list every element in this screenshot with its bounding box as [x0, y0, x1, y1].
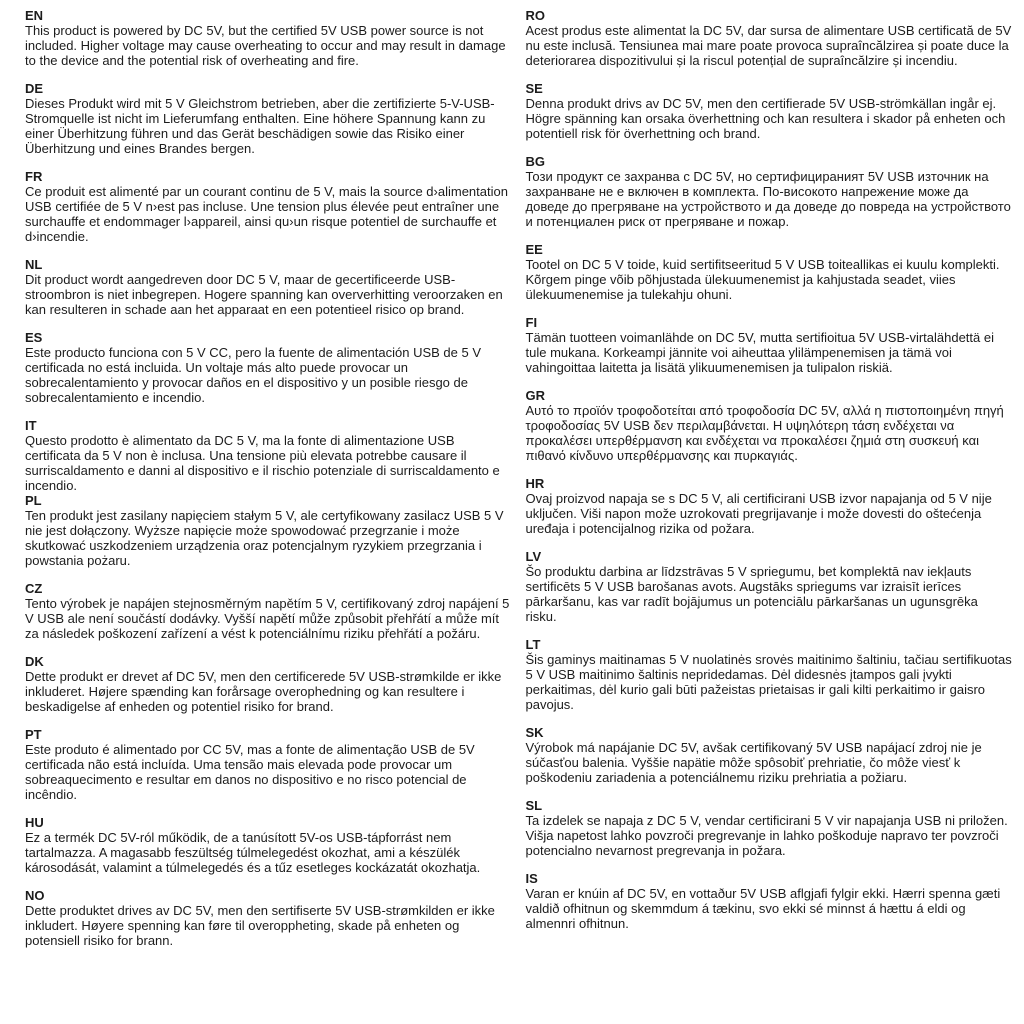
language-section-se [526, 81, 1013, 141]
language-code-label: NL [25, 257, 43, 272]
warning-text: Ten produkt jest zasilany napięciem stałym 5 V, ale certyfikowany zasilacz USB 5 V nie jest dołączony. Wyższe napięcie może spowodować przegrzanie i może skutkować uszkodzeniem urządzenia oraz potencjalnym ryzykiem przegrzania i powstania pożaru. [25, 508, 504, 568]
warning-text: Acest produs este alimentat la DC 5V, dar sursa de alimentare USB certificată de 5V nu este inclusă. Tensiunea mai mare poate provoca supraîncălzirea și poate duce la deteriorarea dispozitivului și la riscul potențial de supraîncălzire și incendiu. [525, 23, 1012, 68]
language-section-ee [526, 242, 1013, 302]
warning-text: Този продукт се захранва с DC 5V, но сертифицираният 5V USB източник на захранване не е включен в комплекта. По-високото напрежение може да доведе до прегряване на устройството и да доведе до повреда на устройството и потенциален риск от прегряване и пожар. [525, 169, 1011, 229]
language-code-label: PT [25, 727, 42, 742]
language-code-label: HR [525, 476, 545, 491]
language-section-bg [526, 154, 1013, 229]
left-column [25, 8, 512, 961]
warning-text: Ce produit est alimenté par un courant continu de 5 V, mais la source d›alimentation USB certifiée de 5 V n›est pas incluse. Une tension plus élevée peut entraîner une surchauffe et endommager l›appareil, ainsi qu›un risque potentiel de surchauffe et d›incendie. [25, 184, 508, 244]
language-section-pl [25, 493, 512, 568]
language-section-fr [25, 169, 512, 244]
warning-text: Výrobok má napájanie DC 5V, avšak certifikovaný 5V USB napájací zdroj nie je súčasťou balenia. Vyššie napätie môže spôsobiť prehriatie, čo môže viesť k poškodeniu zariadenia a potenciálnemu riziku prehriatia a požiaru. [525, 740, 982, 785]
warning-text: Este producto funciona con 5 V CC, pero la fuente de alimentación USB de 5 V certificada no está incluida. Un voltaje más alto puede provocar un sobrecalentamiento y provocar daños en el dispositivo y un posible riesgo de sobrecalentamiento e incendio. [25, 345, 481, 405]
warning-text: Tämän tuotteen voimanlähde on DC 5V, mutta sertifioitua 5V USB-virtalähdettä ei tule mukana. Korkeampi jännite voi aiheuttaa ylilämpenemisen ja tämä voi vahingoittaa laitetta ja lisätä ylikuumenemisen ja tulipalon riskiä. [525, 330, 994, 375]
warning-text: Ovaj proizvod napaja se s DC 5 V, ali certificirani USB izvor napajanja od 5 V nije uključen. Viši napon može uzrokovati pregrijavanje i može dovesti do oštećenja uređaja i potencijalnog rizika od požara. [525, 491, 992, 536]
warning-text: Šo produktu darbina ar līdzstrāvas 5 V spriegumu, bet komplektā nav iekļauts sertificēts 5 V USB barošanas avots. Augstāks spriegums var izraisīt ierīces pārkaršanu, kas var radīt bojājumus un potenciālu pārkaršanas un ugunsgrēka risku. [525, 564, 978, 624]
language-code-label: FI [525, 315, 538, 330]
language-code-label: NO [25, 888, 45, 903]
language-section-cz [25, 581, 512, 641]
language-code-label: RO [525, 8, 545, 23]
warning-text: Šis gaminys maitinamas 5 V nuolatinės srovės maitinimo šaltiniu, tačiau sertifikuotas 5 V USB maitinimo šaltinis nepridedamas. Dėl didesnės įtampos gali įvykti perkaitimas, dėl kurio gali būti pažeistas prietaisas ir gali kilti perkaitimo ir gaisro pavojus. [525, 652, 1012, 712]
language-code-label: CZ [25, 581, 43, 596]
language-code-label: ES [25, 330, 43, 345]
warning-text: Αυτό το προϊόν τροφοδοτείται από τροφοδοσία DC 5V, αλλά η πιστοποιημένη πηγή τροφοδοσίας 5V USB δεν περιλαμβάνεται. Η υψηλότερη τάση ενδέχεται να προκαλέσει υπερθέρμανση και ενδέχεται να προκαλέσει ζημιά στη συσκευή και πιθανό κίνδυνο υπερθέρμανσης και πυρκαγιάς. [525, 403, 1004, 463]
language-section-hr [526, 476, 1013, 536]
warning-text: Ez a termék DC 5V-ról működik, de a tanúsított 5V-os USB-tápforrást nem tartalmazza. A magasabb feszültség túlmelegedést okozhat, ami a készülék károsodását, valamint a túlmelegedés és a tűz esetleges kockázatát okozhatja. [25, 830, 481, 875]
warning-text: This product is powered by DC 5V, but the certified 5V USB power source is not included. Higher voltage may cause overheating to occur and may result in damage to the device and the potential risk of overheating and fire. [25, 23, 506, 68]
language-code-label: EE [525, 242, 543, 257]
language-section-it [25, 418, 512, 493]
warning-text: Dette produkt er drevet af DC 5V, men den certificerede 5V USB-strømkilde er ikke inkluderet. Højere spænding kan forårsage overophedning og kan resultere i beskadigelse af enheden og potentiel risiko for brand. [25, 669, 502, 714]
warning-text: Denna produkt drivs av DC 5V, men den certifierade 5V USB-strömkällan ingår ej. Högre spänning kan orsaka överhettning och kan resultera i skador på enheten och potentiell risk för överhettning och brand. [525, 96, 1006, 141]
language-section-hu [25, 815, 512, 875]
language-code-label: SE [525, 81, 543, 96]
language-section-fi [526, 315, 1013, 375]
warning-text: Questo prodotto è alimentato da DC 5 V, ma la fonte di alimentazione USB certificata da 5 V non è inclusa. Una tensione più elevata potrebbe causare il surriscaldamento e danni al dispositivo e il rischio potenziale di surriscaldamento e incendio. [25, 433, 500, 493]
language-section-ro [526, 8, 1013, 68]
language-section-sk [526, 725, 1013, 785]
language-code-label: HU [25, 815, 44, 830]
language-code-label: FR [25, 169, 43, 184]
language-code-label: DE [25, 81, 44, 96]
warning-text: Ta izdelek se napaja z DC 5 V, vendar certificirani 5 V vir napajanja USB ni priložen. Višja napetost lahko povzroči pregrevanje in lahko poškoduje napravo ter povzroči potencialno nevarnost pregrevanja in požara. [525, 813, 1008, 858]
language-section-nl [25, 257, 512, 317]
language-code-label: PL [25, 493, 42, 508]
language-section-gr [526, 388, 1013, 463]
language-code-label: DK [25, 654, 44, 669]
language-section-lt [526, 637, 1013, 712]
language-section-en [25, 8, 512, 68]
warning-text: Dette produktet drives av DC 5V, men den sertifiserte 5V USB-strømkilden er ikke inkludert. Høyere spenning kan føre til overoppheting, skade på enheten og potensiell risiko for brann. [25, 903, 495, 948]
language-section-is [526, 871, 1013, 931]
language-section-sl [526, 798, 1013, 858]
language-section-no [25, 888, 512, 948]
warning-text: Varan er knúin af DC 5V, en vottaður 5V USB aflgjafi fylgir ekki. Hærri spenna gæti valdið ofhitnun og skemmdum á tækinu, svo ekki sé minnst á hættu á eldi og almennri ofhitnun. [525, 886, 1001, 931]
language-code-label: EN [25, 8, 44, 23]
warning-text: Tootel on DC 5 V toide, kuid sertifitseeritud 5 V USB toiteallikas ei kuulu komplekti. Kõrgem pinge võib põhjustada ülekuumenemist ja kahjustada seadet, viies ülekuumenemise ja tulekahju ohuni. [525, 257, 1000, 302]
language-code-label: BG [525, 154, 545, 169]
language-section-pt [25, 727, 512, 802]
language-code-label: LT [525, 637, 541, 652]
language-code-label: IS [525, 871, 538, 886]
warning-text: Dit product wordt aangedreven door DC 5 V, maar de gecertificeerde USB-stroombron is niet inbegrepen. Hogere spanning kan oververhitting veroorzaken en kan resulteren in schade aan het apparaat en een potentieel risico op brand. [25, 272, 503, 317]
warning-text: Dieses Produkt wird mit 5 V Gleichstrom betrieben, aber die zertifizierte 5-V-USB-Stromquelle ist nicht im Lieferumfang enthalten. Eine höhere Spannung kann zu einer Überhitzung führen und das Gerät beschädigen sowie das Risiko einer Überhitzung und eines Brandes bergen. [25, 96, 495, 156]
language-section-es [25, 330, 512, 405]
language-section-dk [25, 654, 512, 714]
language-section-lv [526, 549, 1013, 624]
language-code-label: LV [525, 549, 542, 564]
language-code-label: SK [525, 725, 544, 740]
language-code-label: GR [525, 388, 545, 403]
language-code-label: IT [25, 418, 37, 433]
right-column [526, 8, 1013, 961]
warning-text: Este produto é alimentado por CC 5V, mas a fonte de alimentação USB de 5V certificada não está incluída. Uma tensão mais elevada pode provocar um sobreaquecimento e resultar em danos no dispositivo e no risco potencial de incêndio. [25, 742, 475, 802]
language-code-label: SL [525, 798, 543, 813]
warning-text: Tento výrobek je napájen stejnosměrným napětím 5 V, certifikovaný zdroj napájení 5 V USB ale není součástí dodávky. Vyšší napětí může způsobit přehřátí a může mít za následek poškození zařízení a vést k potenciálnímu riziku přehřátí a požáru. [25, 596, 510, 641]
language-section-de [25, 81, 512, 156]
